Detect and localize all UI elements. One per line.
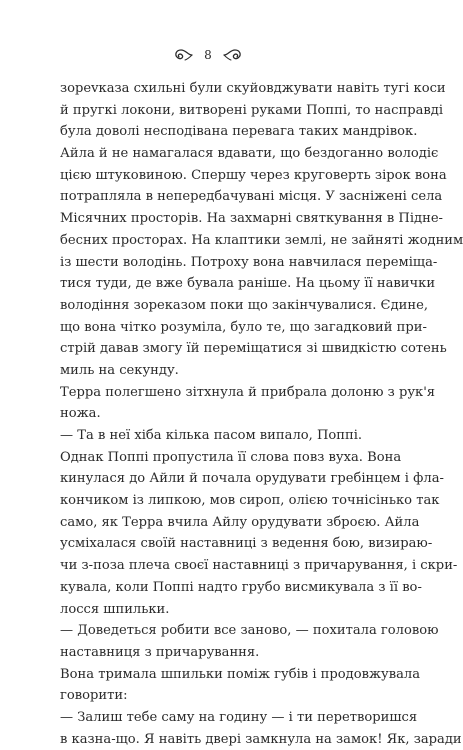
text-line: само, як Терра вчила Айлу орудувати зброєю. Айла [60, 514, 420, 530]
text-line: із шести володінь. Потроху вона навчилася переміща- [60, 254, 438, 270]
text-line: стрій давав змогу їй переміщатися зі швидкістю сотень [60, 341, 447, 357]
text-line: говорити: [60, 688, 128, 704]
text-line: — Доведеться робити все заново, — похитала головою [60, 623, 439, 639]
text-line: що вона чітко розуміла, було те, що загадковий при- [60, 319, 427, 335]
text-line: ножа. [60, 406, 101, 422]
text-line: кинулася до Айли й почала орудувати гребінцем і фла- [60, 471, 444, 487]
text-line: й пругкі локони, витворені руками Поппі, то насправді [60, 102, 444, 118]
page-number: 8 [204, 48, 212, 62]
body-text [60, 78, 463, 750]
text-line: чи з-поза плеча своєї наставниці з причарування, і скри- [60, 558, 458, 574]
text-line: в казна-що. Я навіть двері замкнула на замок! Як, заради [60, 731, 462, 747]
text-line: тися туди, де вже бувала раніше. На цьому її навички [60, 276, 436, 292]
text-line: — Залиш тебе саму на годину — і ти перетворишся [60, 709, 418, 725]
page-header [0, 44, 416, 66]
text-line: Однак Поппі пропустила її слова повз вуха. Вона [60, 449, 402, 465]
text-line: потрапляла в непередбачувані місця. У засніжені села [60, 189, 443, 205]
text-line: бесних просторах. На клаптики землі, не зайняті жодним [60, 232, 463, 248]
text-line: Вона тримала шпильки поміж губів і продовжувала [60, 666, 421, 682]
text-line: кончиком із липкою, мов сироп, олією точнісінько так [60, 493, 440, 509]
text-line: наставниця з причарування. [60, 644, 260, 660]
text-line: зорevказа схильні були скуйовджувати навіть тугі коси [60, 81, 446, 96]
text-line: миль на секунду. [60, 362, 179, 378]
text-line: Терра полегшено зітхнула й прибрала долоню з рук'я [60, 384, 436, 400]
text-line: усміхалася своїй наставниці з ведення бою, визираю- [60, 536, 433, 552]
left-flourish-icon [166, 47, 194, 63]
text-line: цією штуковиною. Спершу через круговерть зірок вона [60, 167, 447, 183]
text-line: Місячних просторів. На захмарні святкування в Підне- [60, 211, 443, 227]
text-line: кувала, коли Поппі надто грубо висмикувала з її во- [60, 579, 422, 595]
text-line: Айла й не намагалася вдавати, що бездоганно володіє [60, 146, 439, 162]
right-flourish-icon [222, 47, 250, 63]
text-line: лосся шпильки. [60, 601, 170, 617]
text-line: — Та в неї хіба кілька пасом випало, Поппі. [60, 428, 363, 443]
text-line: була доволі несподівана перевага таких мандрівок. [60, 124, 418, 140]
text-line: володіння зореказом поки що закінчувалися. Єдине, [60, 297, 428, 313]
